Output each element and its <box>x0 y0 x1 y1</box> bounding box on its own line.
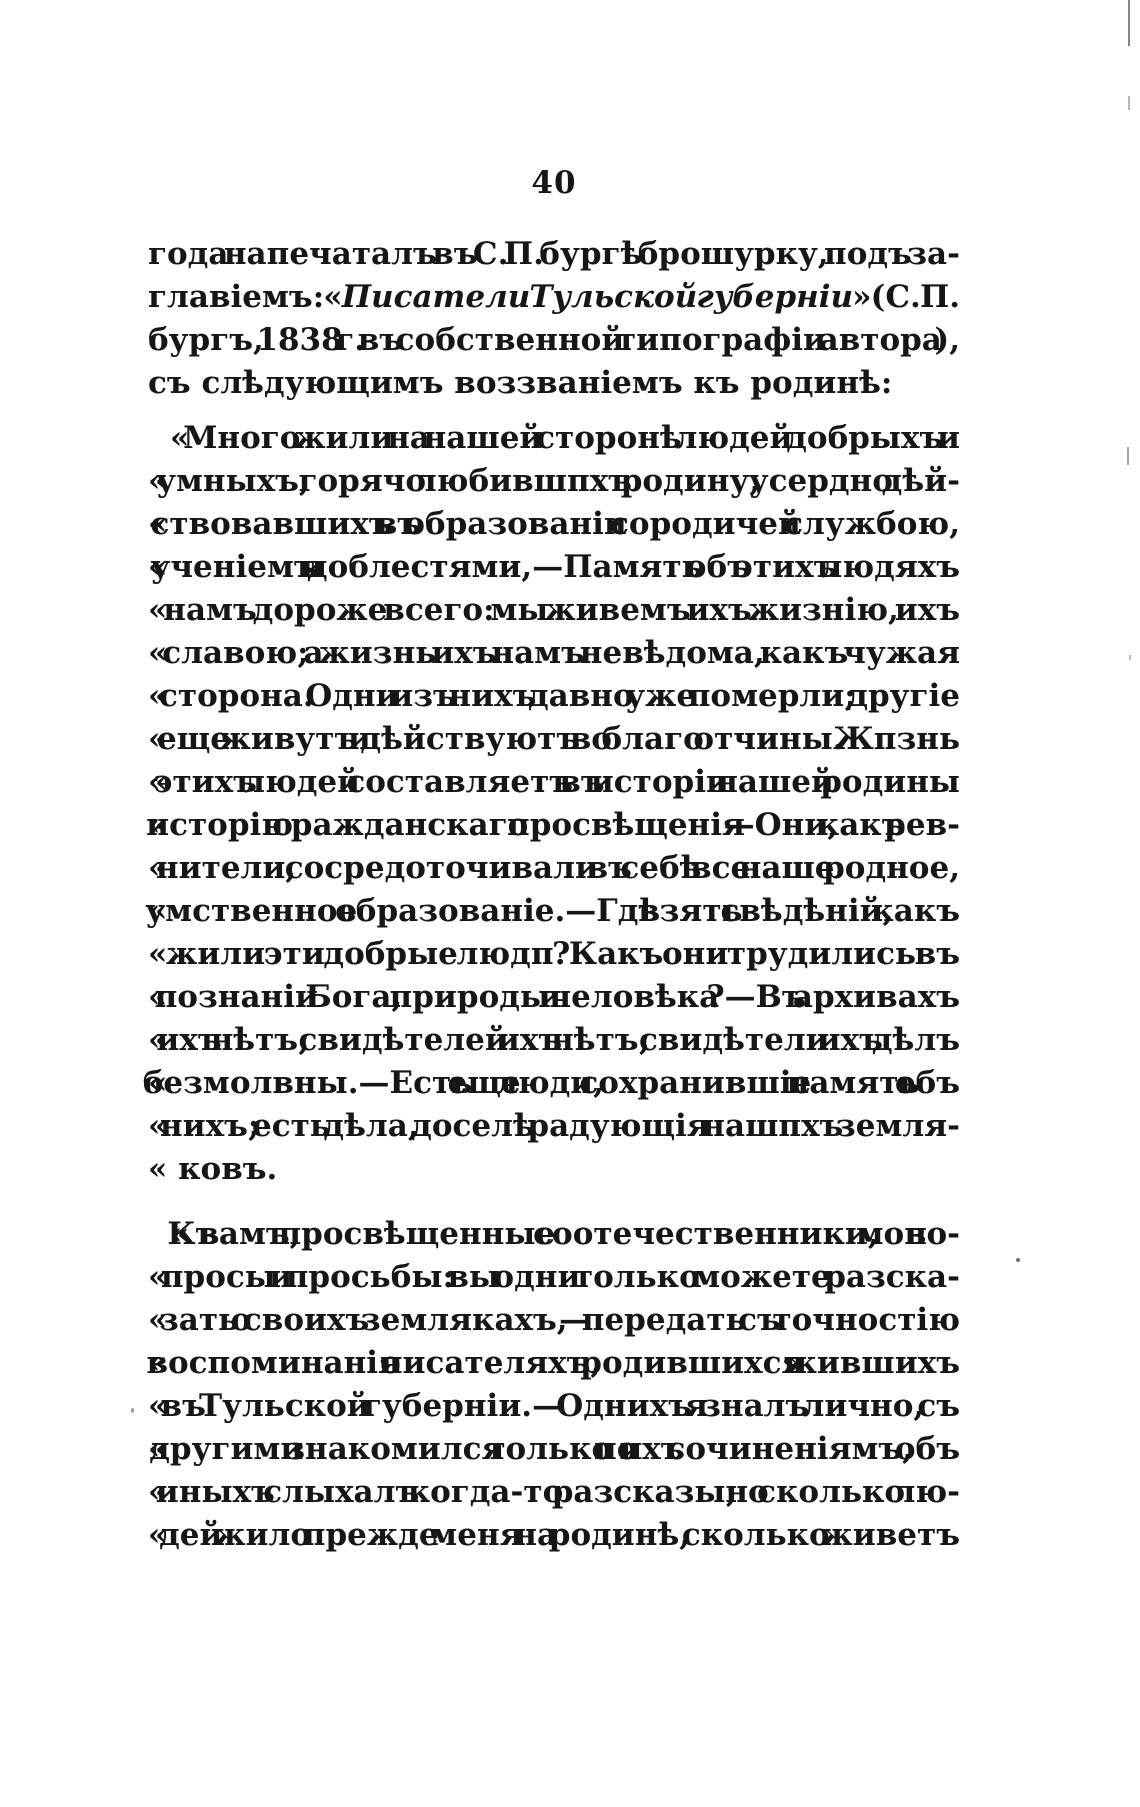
quoted-paragraph-2 <box>148 1213 960 1557</box>
text-line <box>148 276 960 319</box>
text-line: « нители, сосредоточивали въ себѣ все наше родное, <box>148 850 960 886</box>
scan-artifact-speck <box>1016 1258 1020 1262</box>
text-line: « познаніи Бога, природы и человѣка ?—Въ архивахъ <box>148 979 960 1015</box>
text-line: « другими знакомился только по ихъ сочиненіямъ, объ <box>148 1431 960 1467</box>
text-line: « Къ вамъ, просвѣщенные соотечественники, моп во- <box>170 1216 960 1252</box>
text-line: « сторона. Одни изъ нихъ давно уже померли; другіе <box>148 678 960 714</box>
text-block <box>148 233 960 1557</box>
text-line: « исторію гражданскаго просвѣщенія —Они, какъ рев- <box>148 807 960 843</box>
text-line: « славою; а жизнь ихъ намъ невѣдома, какъ чужая <box>148 635 960 671</box>
text-line: « просы и просьбы: вы одни только можете разска- <box>148 1259 960 1295</box>
page-number: 40 <box>531 165 577 201</box>
scan-artifact-vertical-line <box>1128 0 1130 46</box>
scan-artifact-dot <box>1129 655 1131 660</box>
scan-artifact-dash <box>1127 447 1129 465</box>
text-segment: » (С. П. <box>853 279 961 315</box>
text-line: « еще живутъ и дѣйствуютъ во благо отчины. Жпзнь <box>148 721 960 757</box>
text-line: « зать о своихъ землякахъ, — передать съ точностію <box>148 1302 960 1338</box>
quoted-paragraph-1 <box>148 417 960 1191</box>
text-line: « ковъ. <box>148 1151 278 1187</box>
text-line: « нихъ; есть дѣла, доселѣ радующія нашпхъ земля- <box>148 1108 960 1144</box>
text-line: « ихъ нѣтъ; свидѣтелей ихъ нѣтъ; свидѣтели ихъ дѣлъ <box>148 1022 960 1058</box>
text-line: « Много жили на нашей сторонѣ людей добрыхъ и <box>170 420 960 456</box>
scan-artifact-dash <box>1128 96 1130 110</box>
book-title-italic: Писатели Тульской губерніи <box>341 279 854 315</box>
text-line: « намъ дороже всего: мы живемъ ихъ жизнію, ихъ <box>148 592 960 628</box>
text-line: « безмолвны.—Есть еще люди, сохранившіе память объ <box>148 1065 960 1101</box>
text-line: « умственное образованіе.—Гдѣ взять свѣдѣній, какъ <box>148 893 960 929</box>
text-line: « воспоминанія о писателяхъ, родившихся и жившихъ <box>148 1345 960 1381</box>
text-line: « ствовавшихъ въ образованіи сородичей службою, <box>148 506 960 542</box>
text-line: « иныхъ слыхалъ когда-то разсказы; но сколько лю- <box>148 1474 960 1510</box>
text-line: « умныхъ, горячо любившпхъ родину, усердно дѣй- <box>148 463 960 499</box>
scan-artifact-speck <box>131 1408 134 1413</box>
text-line: « дей жило прежде меня на родинѣ, сколько живетъ <box>148 1517 960 1553</box>
text-line: « въ Тульской губерніи.— Однихъ я зналъ лично, съ <box>148 1388 960 1424</box>
text-line: « жили эти добрые людп ? Какъ они трудились въ <box>148 936 960 972</box>
text-line: съ слѣдующимъ воззваніемъ къ родинѣ: <box>148 365 893 401</box>
text-line: года напечаталъ въ С. П. бургѣ брошурку, подъ за- <box>148 236 960 272</box>
text-line: « этихъ людей составляетъ въ исторіи нашей родины <box>148 764 960 800</box>
text-segment: главіемъ: « <box>148 279 342 315</box>
text-line: « ученіемъ и доблестями,—Память объ этихъ людяхъ <box>148 549 961 585</box>
text-line: бургъ, 1838 г. въ собственной типографіи автора ), <box>148 322 960 358</box>
